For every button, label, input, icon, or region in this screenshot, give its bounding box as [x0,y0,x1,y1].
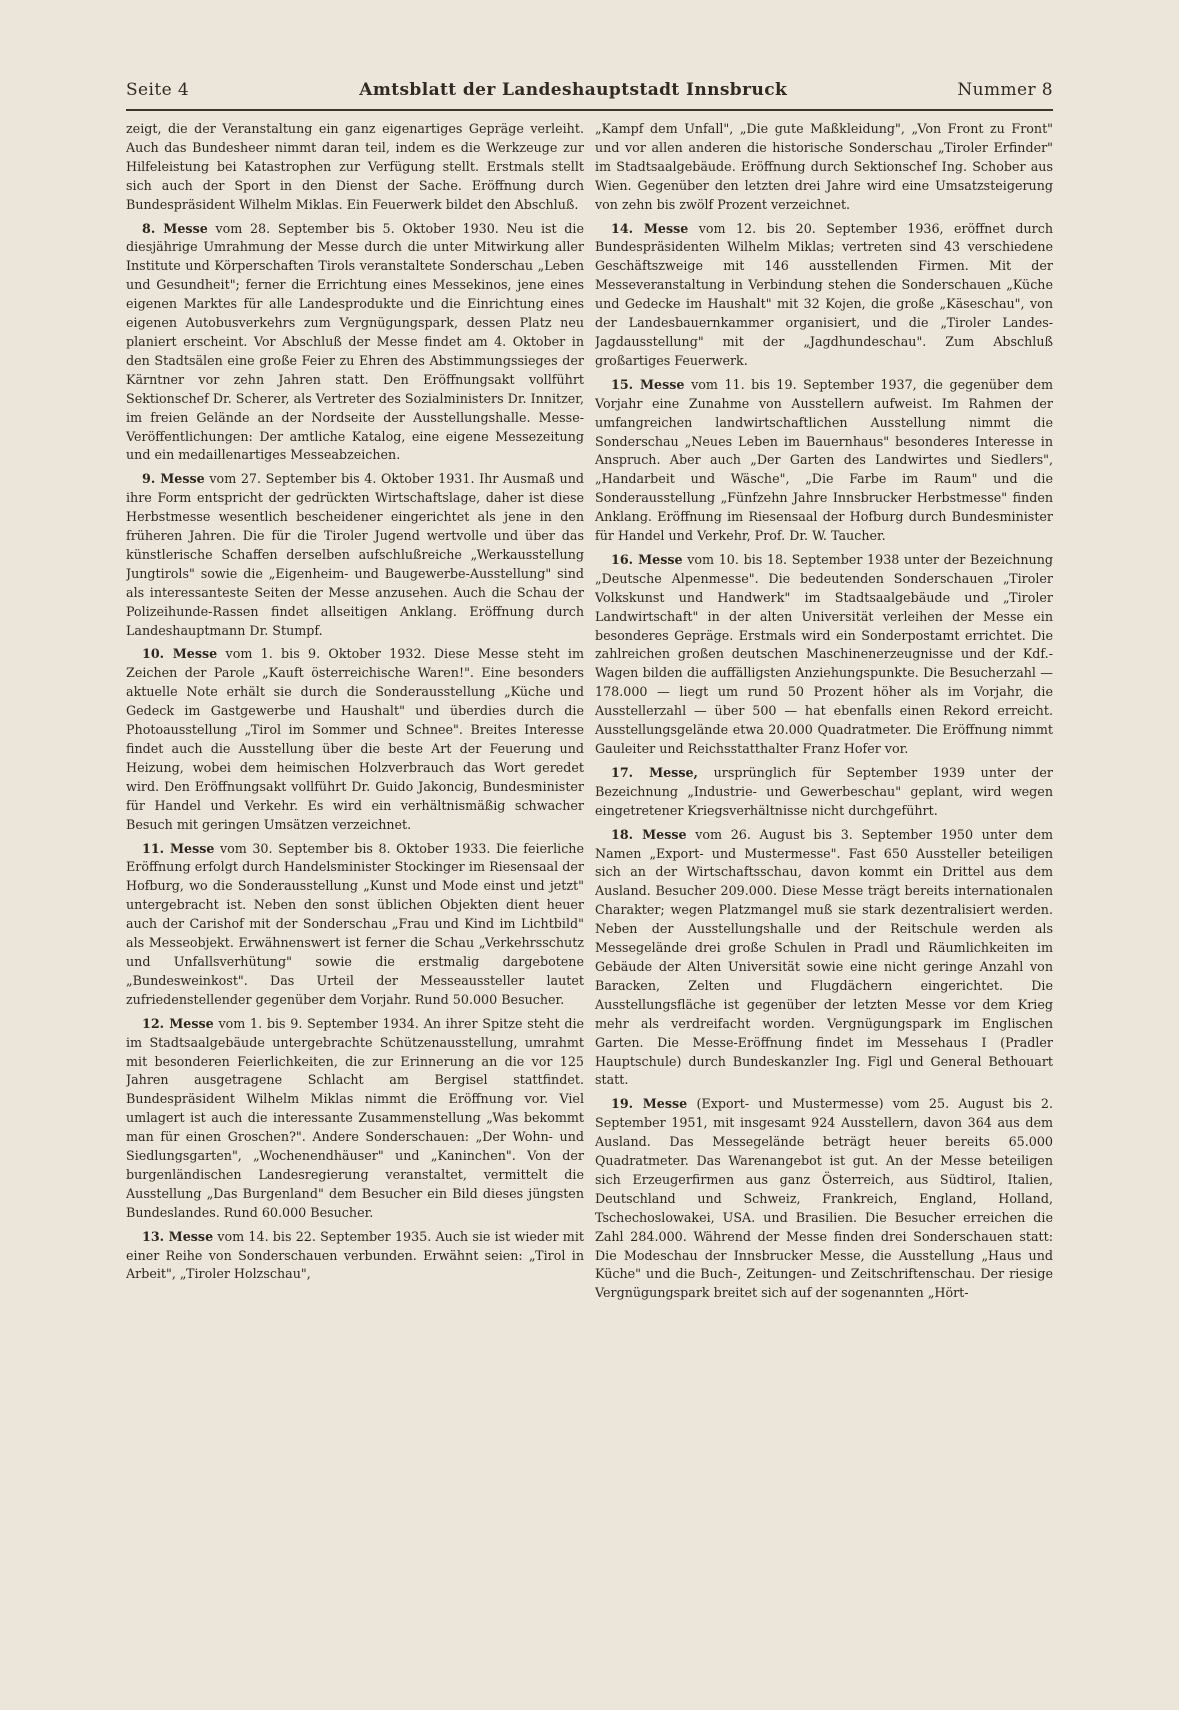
paragraph-text: „Kampf dem Unfall", „Die gute Maßkleidung", „Von Front zu Front" und vor allen anderen die historische Sonderschau „Tiroler Erfinder" im Stadtsaalgebäude. Eröffnung durch Sektionschef Ing. Schober aus Wien. Gegenüber den letzten drei Jahre wird eine Umsatzsteigerung von zehn bis zwölf Prozent verzeichnet. [595,121,1053,212]
fair-heading: 11. Messe [142,840,215,856]
article-paragraph [595,764,1053,821]
paragraph-text: vom 30. September bis 8. Oktober 1933. Die feierliche Eröffnung erfolgt durch Handelsminister Stockinger im Riesensaal der Hofburg, wo die Sonderausstellung „Kunst und Mode einst und jetzt" untergebracht ist. Neben den sonst üblichen Objekten dient heuer auch der Carishof mit der Sonderschau „Frau und Kind im Lichtbild" als Messeobjekt. Erwähnenswert ist ferner die Schau „Verkehrsschutz und Unfallsverhütung" sowie die erstmalig dargebotene „Bundesweinkost". Das Urteil der Messeaussteller lautet zufriedenstellender gegenüber dem Vorjahr. Rund 50.000 Besucher. [126,840,584,1007]
paragraph-text: vom 11. bis 19. September 1937, die gegenüber dem Vorjahr eine Zunahme von Ausstellern aufweist. Im Rahmen der umfangreichen landwirtschaftlichen Ausstellung nimmt die Sonderschau „Neues Leben im Bauernhaus" besonderes Interesse in Anspruch. Aber auch „Der Garten des Landwirtes und Siedlers", „Handarbeit und Wäsche", „Die Farbe im Raum" und die Sonderausstellung „Fünfzehn Jahre Innsbrucker Herbstmesse" finden Anklang. Eröffnung im Riesensaal der Hofburg durch Bundesminister für Handel und Verkehr, Prof. Dr. W. Taucher. [595,376,1053,544]
paragraph-text: (Export- und Mustermesse) vom 25. August bis 2. September 1951, mit insgesamt 924 Ausstellern, davon 364 aus dem Ausland. Das Messegelände beträgt heuer bereits 65.000 Quadratmeter. Das Warenangebot ist gut. An der Messe beteiligen sich Erzeugerfirmen aus ganz Österreich, aus Südtirol, Italien, Deutschland und Schweiz, Frankreich, England, Holland, Tschechoslowakei, USA. und Brasilien. Die Besucher erreichen die Zahl 284.000. Während der Messe finden drei Sonderschauen statt: Die Modeschau der Innsbrucker Messe, die Ausstellung „Haus und Küche" und die Buch-, Zeitungen- und Zeitschriftenschau. Der riesige Vergnügungspark breitet sich auf der sogenannten „Hört- [595,1096,1053,1301]
fair-heading: 13. Messe [142,1228,214,1244]
paragraph-text: vom 10. bis 18. September 1938 unter der Bezeichnung „Deutsche Alpenmesse". Die bedeutenden Sonderschauen „Tiroler Volkskunst und Handwerk" im Stadtsaalgebäude und „Tiroler Landwirtschaft" in der alten Universität verleihen der Messe ein besonderes Gepräge. Erstmals wird ein Sonderpostamt errichtet. Die zahlreichen großen deutschen Maschinenerzeugnisse und der Kdf.-Wagen bilden die auffälligsten Anziehungspunkte. Die Besucherzahl — 178.000 — liegt um rund 50 Prozent höher als im Vorjahr, die Ausstellerzahl — über 500 — hat ebenfalls einen Rekord erreicht. Ausstellungsgelände etwa 20.000 Quadratmeter. Die Eröffnung nimmt Gauleiter und Reichsstatthalter Franz Hofer vor. [595,551,1053,756]
article-paragraph [126,220,584,466]
article-paragraph [126,1228,584,1285]
paragraph-text: vom 12. bis 20. September 1936, eröffnet durch Bundespräsidenten Wilhelm Miklas; vertreten sind 43 verschiedene Geschäftszweige mit 146 ausstellenden Firmen. Mit der Messeveranstaltung in Verbindung stehen die Sonderschauen „Küche und Gedecke im Haushalt" mit 32 Kojen, die große „Käseschau", von der Landesbauernkammer organisiert, und die „Tiroler Landes-Jagdausstellung" mit der „Jagdhundeschau". Zum Abschluß großartiges Feuerwerk. [595,220,1053,368]
left-column [126,120,584,1675]
paragraph-text: vom 26. August bis 3. September 1950 unter dem Namen „Export- und Mustermesse". Fast 650 Aussteller beteiligen sich an der Wirtschaftsschau, davon kommt ein Drittel aus dem Ausland. Besucher 209.000. Diese Messe trägt bereits internationalen Charakter; wegen Platzmangel muß sie stark dezentralisiert werden. Neben der Ausstellungshalle und der Reitschule werden als Messegelände drei große Schulen in Pradl und Räumlichkeiten im Gebäude der Alten Universität sowie eine nicht geringe Anzahl von Baracken, Zelten und Flugdächern eingerichtet. Die Ausstellungsfläche ist gegenüber der letzten Messe vor dem Krieg mehr als verdreifacht worden. Vergnügungspark im Englischen Garten. Die Messe-Eröffnung findet im Messehaus I (Pradler Hauptschule) durch Bundeskanzler Ing. Figl und General Bethouart statt. [595,826,1053,1088]
article-paragraph [595,376,1053,546]
article-paragraph [595,220,1053,371]
fair-heading: 17. Messe, [611,764,698,780]
page-header [126,74,1053,106]
fair-heading: 15. Messe [611,376,685,392]
fair-heading: 9. Messe [142,471,205,487]
paragraph-text: zeigt, die der Veranstaltung ein ganz eigenartiges Gepräge verleiht. Auch das Bundesheer nimmt daran teil, indem es die Werkzeuge zur Hilfeleistung bei Katastrophen zur Verfügung stellt. Erstmals stellt sich auch der Sport in den Dienst der Sache. Eröffnung durch Bundespräsident Wilhelm Miklas. Ein Feuerwerk bildet den Abschluß. [126,121,584,212]
fair-heading: 12. Messe [142,1015,214,1031]
article-paragraph [126,840,584,1010]
paragraph-text: vom 27. September bis 4. Oktober 1931. Ihr Ausmaß und ihre Form entspricht der gedrückten Wirtschaftslage, daher ist diese Herbstmesse wesentlich bescheidener eingerichtet als jene in den früheren Jahren. Die für die Tiroler Jugend wertvolle und über das künstlerische Schaffen derselben aufschlußreiche „Werkausstellung Jungtirols" sowie die „Eigenheim- und Baugewerbe-Ausstellung" sind als interessanteste Seiten der Messe anzusehen. Auch die Schau der Polizeihunde-Rassen findet allseitigen Anklang. Eröffnung durch Landeshauptmann Dr. Stumpf. [126,471,584,638]
page-number: Seite 4 [126,80,190,100]
paragraph-text: vom 1. bis 9. Oktober 1932. Diese Messe steht im Zeichen der Parole „Kauft österreichische Waren!". Eine besonders aktuelle Note erhält sie durch die Sonderausstellung „Küche und Gedeck im Gastgewerbe und Haushalt" und überdies durch die Photoausstellung „Tirol im Sommer und Schnee". Breites Interesse findet auch die Ausstellung über die beste Art der Feuerung und Heizung, wobei dem heimischen Holzverbrauch das Wort geredet wird. Den Eröffnungsakt vollführt Dr. Guido Jakoncig, Bundesminister für Handel und Verkehr. Es wird ein verhältnismäßig schwacher Besuch mit geringen Umsätzen verzeichnet. [126,646,584,832]
publication-title: Amtsblatt der Landeshauptstadt Innsbruck [359,80,788,100]
fair-heading: 18. Messe [611,826,687,842]
article-paragraph [595,551,1053,759]
article-paragraph [595,826,1053,1091]
paragraph-text: ursprünglich für September 1939 unter der Bezeichnung „Industrie- und Gewerbeschau" geplant, wird wegen eingetretener Kriegsverhältnisse nicht durchgeführt. [595,764,1053,818]
paragraph-text: vom 14. bis 22. September 1935. Auch sie ist wieder mit einer Reihe von Sonderschauen verbunden. Erwähnt seien: „Tirol in Arbeit", „Tiroler Holzschau", [126,1228,584,1282]
header-rule [126,109,1053,111]
article-paragraph [595,120,1053,215]
article-paragraph [126,470,584,640]
fair-heading: 8. Messe [142,220,208,236]
article-paragraph [126,120,584,215]
article-paragraph [126,1015,584,1223]
fair-heading: 14. Messe [611,220,689,236]
fair-heading: 10. Messe [142,646,218,662]
fair-heading: 19. Messe [611,1096,688,1112]
right-column [595,120,1053,1675]
paragraph-text: vom 28. September bis 5. Oktober 1930. Neu ist die diesjährige Umrahmung der Messe durch die unter Mitwirkung aller Institute und Körperschaften Tirols veranstaltete Sonderschau „Leben und Gesundheit"; ferner die Errichtung eines Messekinos, jene eines eigenen Marktes für alle Landesprodukte und die Einrichtung eines eigenen Autobusverkehrs zum Vergnügungspark, dessen Platz neu planiert erscheint. Vor Abschluß der Messe findet am 4. Oktober in den Stadtsälen eine große Feier zu Ehren des Abstimmungssieges der Kärntner vor zehn Jahren statt. Den Eröffnungsakt vollführt Sektionschef Dr. Scherer, als Vertreter des Sozialministers Dr. Innitzer, im freien Gelände an der Nordseite der Ausstellungshalle. Messe-Veröffentlichungen: Der amtliche Katalog, eine eigene Messezeitung und ein medaillenartiges Messeabzeichen. [126,220,584,463]
article-paragraph [126,645,584,834]
paragraph-text: vom 1. bis 9. September 1934. An ihrer Spitze steht die im Stadtsaalgebäude untergebrachte Schützenausstellung, umrahmt mit besonderen Feierlichkeiten, die zur Erinnerung an die vor 125 Jahren ausgetragene Schlacht am Bergisel stattfindet. Bundespräsident Wilhelm Miklas nimmt die Eröffnung vor. Viel umlagert ist auch die interessante Zusammenstellung „Was bekommt man für einen Groschen?". Andere Sonderschauen: „Der Wohn- und Siedlungsgarten", „Wochenendhäuser" und „Kaninchen". Von der burgenländischen Landesregierung veranstaltet, vermittelt die Ausstellung „Das Burgenland" dem Besucher ein Bild dieses jüngsten Bundeslandes. Rund 60.000 Besucher. [126,1015,584,1220]
fair-heading: 16. Messe [611,551,683,567]
issue-number: Nummer 8 [957,80,1053,100]
article-paragraph [595,1095,1053,1303]
